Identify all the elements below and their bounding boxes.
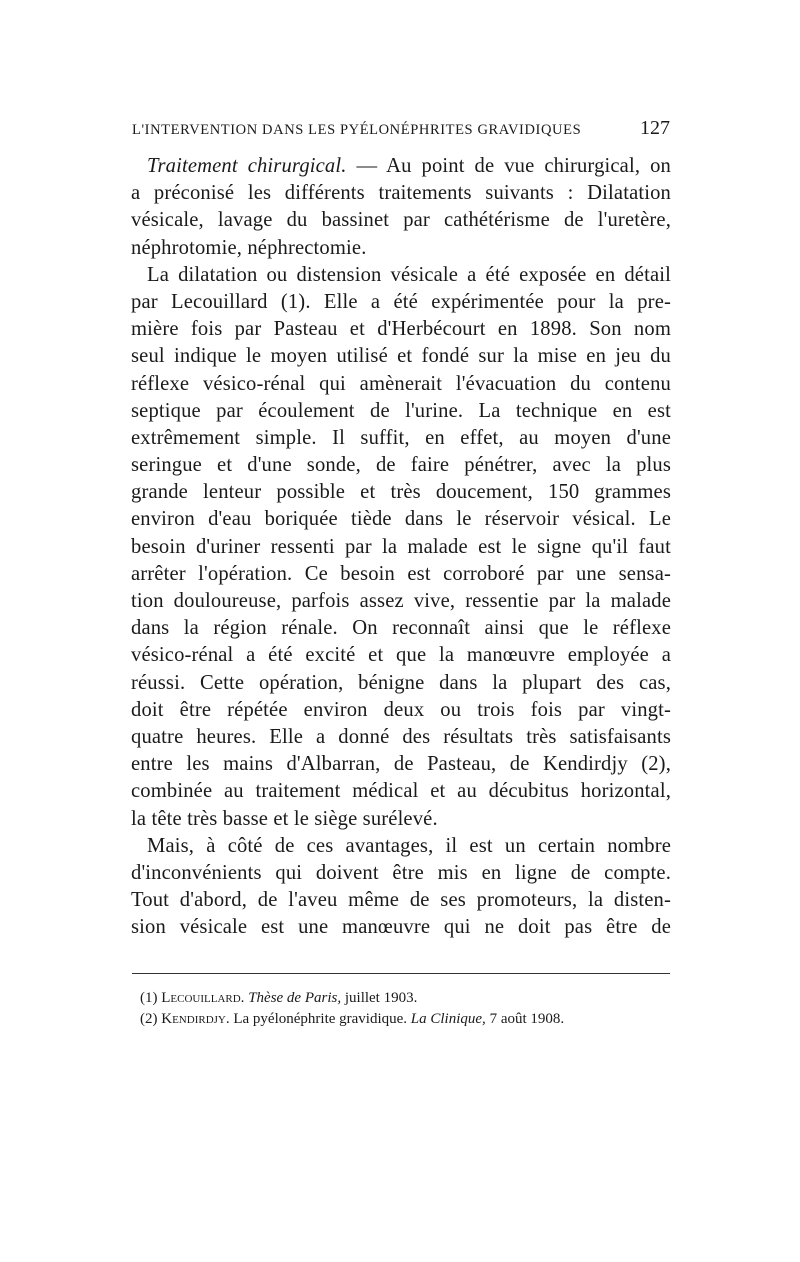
text-line: sion vésicale est une manœuvre qui ne doit pas être de xyxy=(131,916,671,939)
footnote-author: Lecouillard. xyxy=(161,990,245,1006)
text-line: doit être répétée environ deux ou trois fois par vingt- xyxy=(131,698,671,721)
text-line: par Lecouillard (1). Elle a été expérimentée pour la pre- xyxy=(131,290,671,313)
footnote-rule xyxy=(132,973,670,974)
text-line: Tout d'abord, de l'aveu même de ses promoteurs, la disten- xyxy=(131,889,671,912)
text-line: la tête très basse et le siège surélevé. xyxy=(131,807,438,830)
text-line: réussi. Cette opération, bénigne dans la plupart des cas, xyxy=(131,671,671,694)
text-line: Mais, à côté de ces avantages, il est un certain nombre xyxy=(147,834,671,857)
text-line: dans la région rénale. On reconnaît ainsi que le réflexe xyxy=(131,617,671,640)
footnote-title: La Clinique, xyxy=(410,1011,486,1027)
running-header xyxy=(132,117,670,140)
text-line: extrêmement simple. Il suffit, en effet, au moyen d'une xyxy=(131,426,671,449)
text-line: mière fois par Pasteau et d'Herbécourt en 1898. Son nom xyxy=(131,318,671,341)
page-number: 127 xyxy=(640,117,670,139)
running-title: L'INTERVENTION DANS LES PYÉLONÉPHRITES GRAVIDIQUES xyxy=(132,122,582,138)
text-line: seringue et d'une sonde, de faire pénétrer, avec la plus xyxy=(131,454,671,477)
text-line: besoin d'uriner ressenti par la malade est le signe qu'il faut xyxy=(131,535,671,558)
text-line: vésico-rénal a été excité et que la manœuvre employée a xyxy=(131,644,671,667)
text-line: La dilatation ou distension vésicale a été exposée en détail xyxy=(147,263,671,286)
main-text xyxy=(131,153,671,941)
text-line: grande lenteur possible et très doucement, 150 grammes xyxy=(131,481,671,504)
footnote-2: (2) Kendirdjy. La pyélonéphrite gravidique. La Clinique, 7 août 1908. xyxy=(140,1011,565,1027)
text-line: a préconisé les différents traitements suivants : Dilatation xyxy=(131,182,671,205)
text-line: combinée au traitement médical et au décubitus horizontal, xyxy=(131,780,671,803)
text-line: d'inconvénients qui doivent être mis en ligne de compte. xyxy=(131,861,671,884)
text-line: quatre heures. Elle a donné des résultats très satisfaisants xyxy=(131,725,671,748)
text-line: Traitement chirurgical. — Au point de vue chirurgical, on xyxy=(147,155,671,177)
text-line: environ d'eau boriquée tiède dans le réservoir vésical. Le xyxy=(131,508,671,531)
text-line: réflexe vésico-rénal qui amènerait l'évacuation du contenu xyxy=(131,372,671,395)
footnote-author: Kendirdjy. xyxy=(161,1011,230,1027)
text-line: septique par écoulement de l'urine. La technique en est xyxy=(131,399,671,422)
text-line: arrêter l'opération. Ce besoin est corroboré par une sensa- xyxy=(131,562,671,585)
footnote-title: Thèse de Paris, xyxy=(248,990,342,1006)
text-line: entre les mains d'Albarran, de Pasteau, de Kendirdjy (2), xyxy=(131,753,671,776)
text-line: seul indique le moyen utilisé et fondé sur la mise en jeu du xyxy=(131,345,671,368)
footnotes xyxy=(140,988,670,1030)
section-heading: Traitement chirurgical. xyxy=(147,155,347,177)
footnote-1: (1) Lecouillard. Thèse de Paris, juillet 1903. xyxy=(140,990,418,1006)
text-line: néphrotomie, néphrectomie. xyxy=(131,236,367,259)
text-line: vésicale, lavage du bassinet par cathétérisme de l'uretère, xyxy=(131,209,671,232)
text-line: tion douloureuse, parfois assez vive, ressentie par la malade xyxy=(131,590,671,612)
